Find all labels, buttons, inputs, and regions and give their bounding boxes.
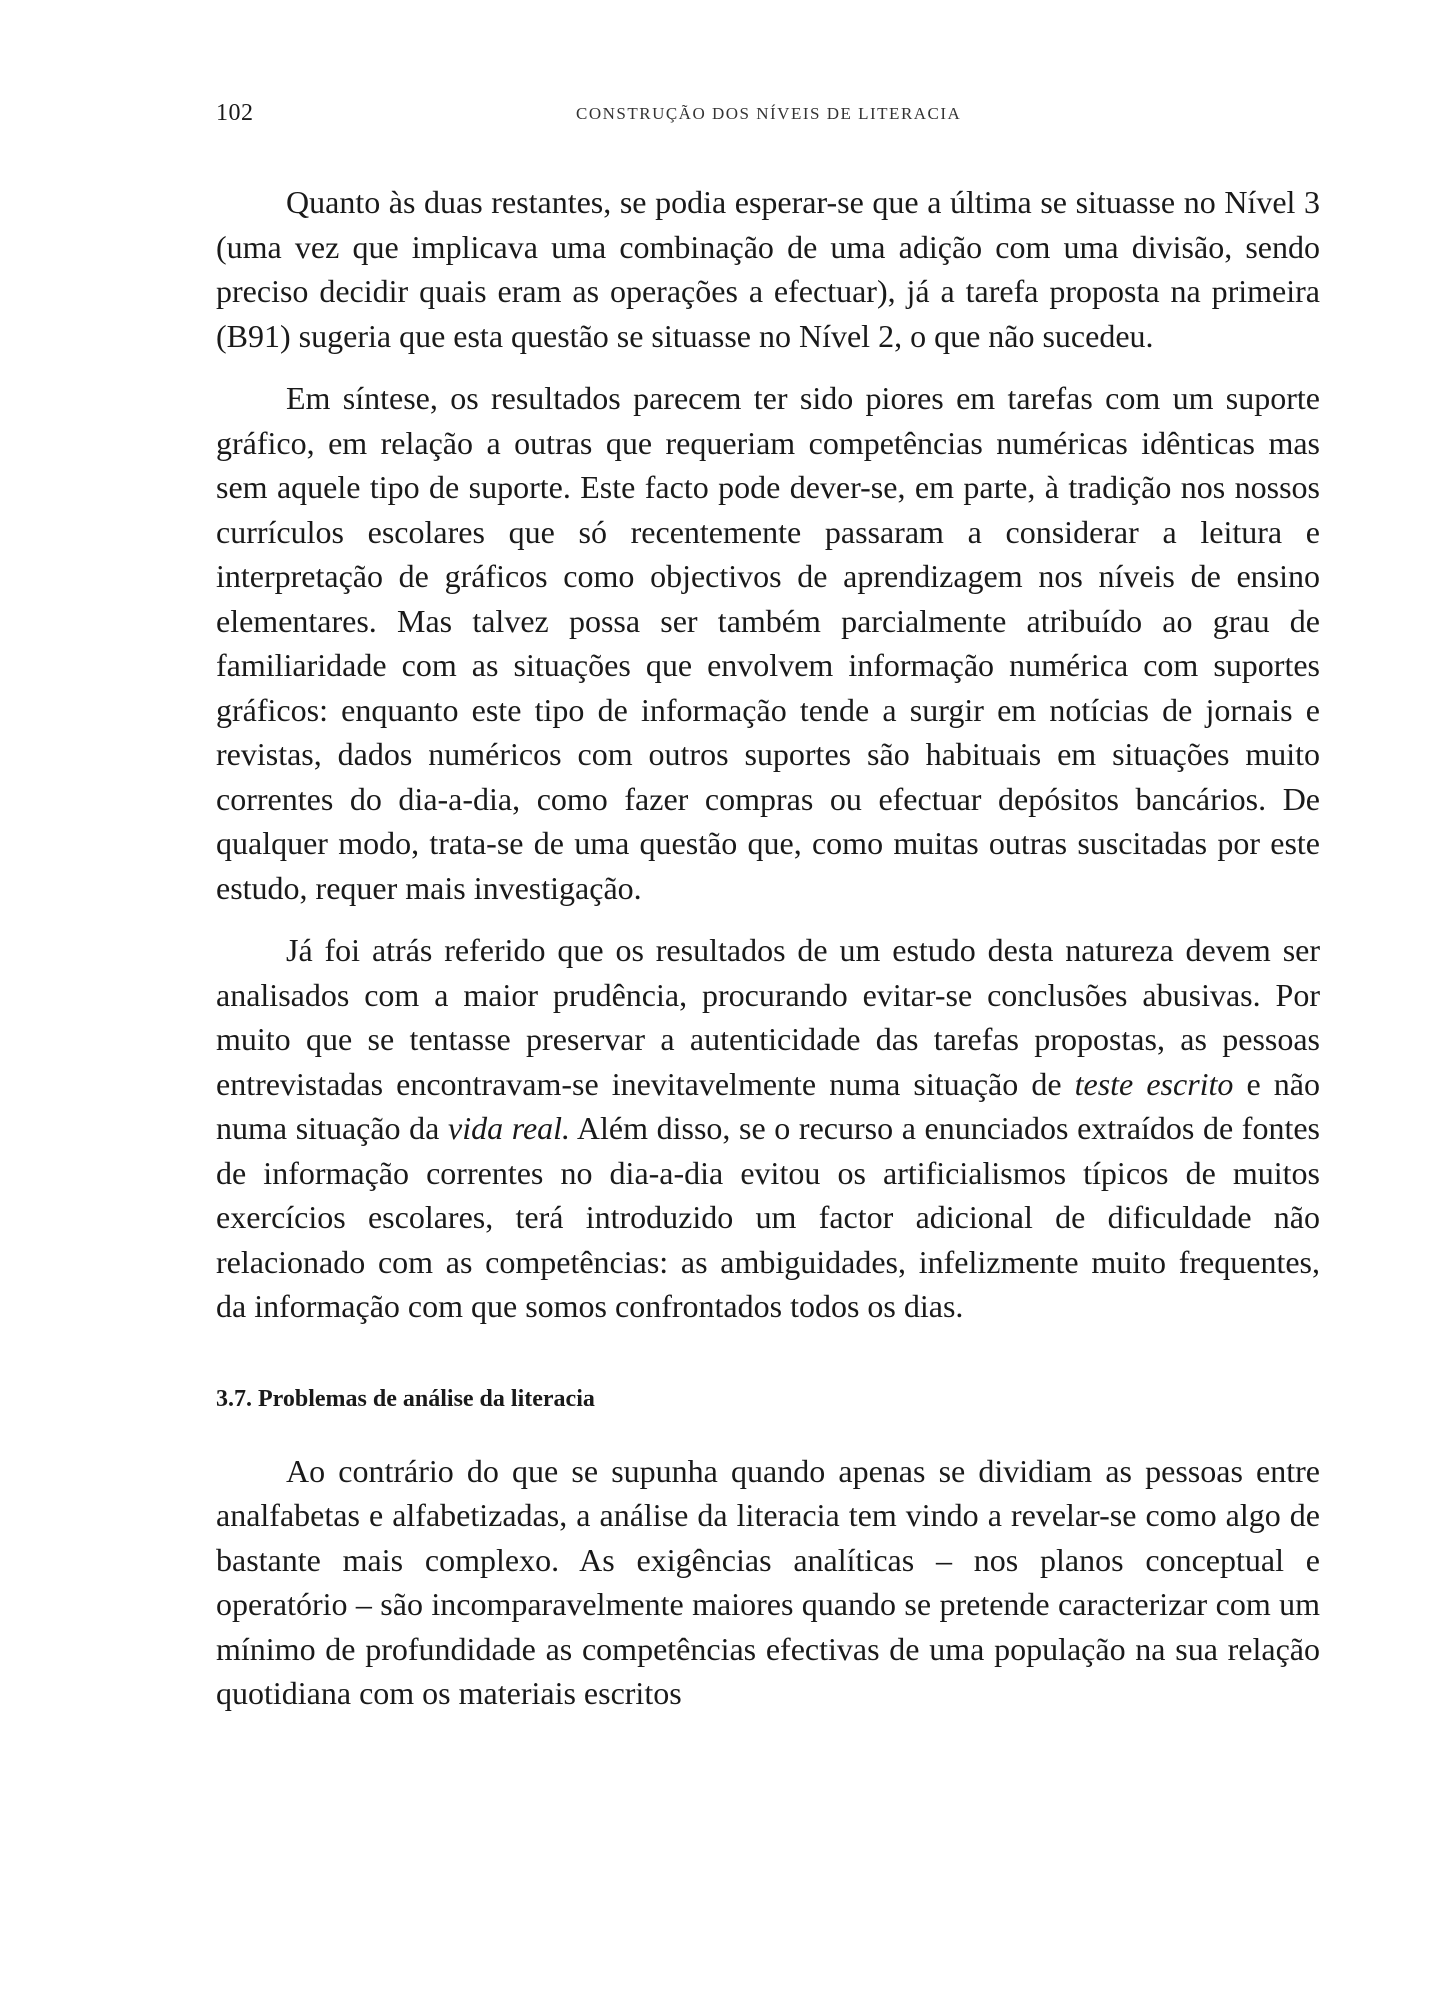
- paragraph-3-text-1: Já foi atrás referido que os resultados de um estudo desta natureza devem ser analisados com a maior prudência, procurando evitar-se conclusões abusivas. Por muito que se tentasse preservar a autenticidade das tarefas propostas, as pessoas entrevistadas encontravam-se inevitavelmente numa situação de: [216, 932, 1320, 1102]
- running-header: [216, 100, 1324, 140]
- paragraph-2: Em síntese, os resultados parecem ter sido piores em tarefas com um suporte gráfico, em relação a outras que requeriam competências numéricas idênticas mas sem aquele tipo de suporte. Este facto pode dever-se, em parte, à tradição nos nossos currículos escolares que só recentemente passaram a considerar a leitura e interpretação de gráficos como objectivos de aprendizagem nos níveis de ensino elementares. Mas talvez possa ser também parcialmente atribuído ao grau de familiaridade com as situações que envolvem informação numérica com suportes gráficos: enquanto este tipo de informação tende a surgir em notícias de jornais e revistas, dados numéricos com outros suportes são habituais em situações muito correntes do dia-a-dia, como fazer compras ou efectuar depósitos bancários. De qualquer modo, trata-se de uma questão que, como muitas outras suscitadas por este estudo, requer mais investigação.: [216, 380, 1320, 906]
- running-title: CONSTRUÇÃO DOS NÍVEIS DE LITERACIA: [576, 104, 962, 123]
- paragraph-1: Quanto às duas restantes, se podia esperar-se que a última se situasse no Nível 3 (uma vez que implicava uma combinação de uma adição com uma divisão, sendo preciso decidir quais eram as operações a efectuar), já a tarefa proposta na primeira (B91) sugeria que esta questão se situasse no Nível 2, o que não sucedeu.: [216, 184, 1320, 354]
- page-body: [216, 180, 1320, 1716]
- paragraph-3-text-2: e não numa situação da: [216, 1065, 1321, 1146]
- paragraph-3-text-3: Além disso, se o recurso a enunciados extraídos de fontes de informação correntes no dia-a-dia evitou os artificialismos típicos de muitos exercícios escolares, terá introduzido um factor adicional de dificuldade não relacionado com as competências: as ambiguidades, infelizmente muito frequentes, da informação com que somos confrontados todos os dias.: [216, 1110, 1321, 1324]
- page-number: 102: [216, 100, 254, 126]
- section-heading: 3.7. Problemas de análise da literacia: [216, 1385, 595, 1412]
- paragraph-3-italic-teste-escrito: teste escrito: [1074, 1065, 1234, 1102]
- paragraph-3: [216, 928, 1320, 1329]
- paragraph-4: Ao contrário do que se supunha quando apenas se dividiam as pessoas entre analfabetas e alfabetizadas, a análise da literacia tem vindo a revelar-se como algo de bastante mais complexo. As exigências analíticas – nos planos conceptual e operatório – são incomparavelmente maiores quando se pretende caracterizar com um mínimo de profundidade as competências efectivas de uma população na sua relação quotidiana com os materiais escritos: [216, 1452, 1320, 1711]
- paragraph-3-italic-vida-real: vida real.: [447, 1110, 571, 1146]
